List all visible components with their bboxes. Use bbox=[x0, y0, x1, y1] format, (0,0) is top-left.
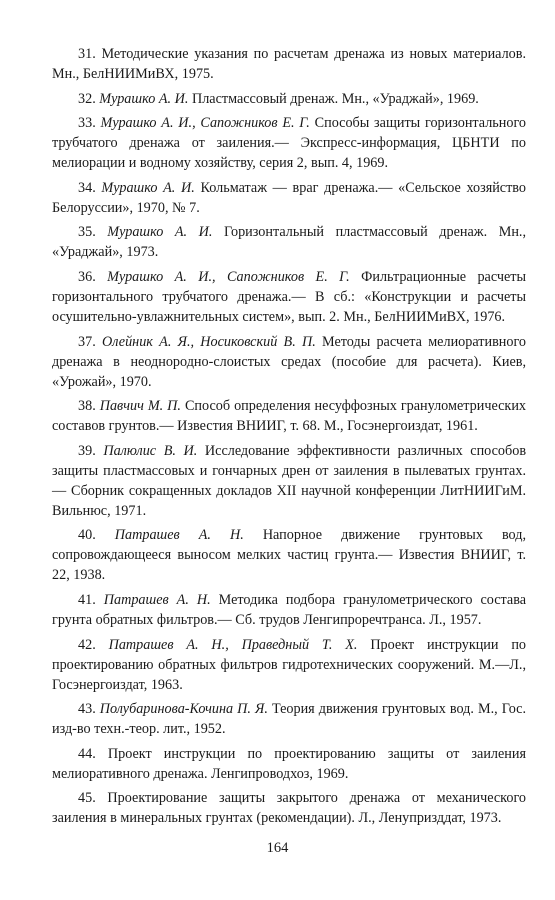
ref-authors: Патрашев А. Н. bbox=[103, 591, 211, 608]
reference-item-41 bbox=[52, 590, 526, 630]
ref-number: 37. bbox=[78, 333, 96, 350]
reference-item-37 bbox=[52, 332, 526, 392]
ref-authors: Мурашко А. И. bbox=[107, 224, 213, 241]
ref-text: Проект инструкции по проектированию обратных фильтров гидротехнических сооружений. М.—Л., Госэнергоиздат, 1963. bbox=[52, 636, 527, 693]
reference-list bbox=[52, 44, 526, 833]
ref-number: 44. bbox=[78, 745, 96, 762]
ref-text: Способ определения несуффозных гранулометрических составов грунтов.— Известия ВНИИГ, т. 68. М., Госэнергоиздат, 1961. bbox=[52, 398, 527, 435]
ref-number: 35. bbox=[78, 224, 96, 241]
ref-text: Методы расчета мелиоративного дренажа в неоднородно-слоистых средах (пособие для расчета). Киев, «Урожай», 1970. bbox=[52, 333, 527, 390]
ref-authors: Олейник А. Я., Носиковский В. П. bbox=[101, 333, 316, 350]
ref-authors: Патрашев А. Н., Праведный Т. Х. bbox=[108, 636, 358, 653]
reference-item-34 bbox=[52, 178, 526, 218]
reference-item-45 bbox=[52, 788, 526, 828]
ref-text: Способы защиты горизонтального трубчатого дренажа от заиления.— Экспресс-информация, ЦБНТИ по мелиорации и водному хозяйству, серия 2, вып. 4, 1969. bbox=[52, 115, 527, 172]
ref-text: Проект инструкции по проектированию защиты от заиления мелиоративного дренажа. Ленгипроводхоз, 1969. bbox=[52, 745, 526, 782]
ref-text: Пластмассовый дренаж. Мн., «Ураджай», 1969. bbox=[191, 90, 479, 107]
reference-item-35 bbox=[52, 222, 526, 262]
ref-number: 41. bbox=[78, 591, 96, 608]
ref-authors: Палюлис В. И. bbox=[103, 442, 198, 459]
reference-item-32 bbox=[52, 89, 526, 109]
ref-authors: Мурашко А. И., Сапожников Е. Г. bbox=[107, 268, 350, 285]
ref-number: 34. bbox=[78, 179, 96, 196]
ref-text: Горизонтальный пластмассовый дренаж. Мн., «Ураджай», 1973. bbox=[52, 224, 527, 261]
reference-item-40 bbox=[52, 525, 526, 585]
ref-number: 33. bbox=[78, 115, 96, 132]
ref-number: 32. bbox=[78, 90, 96, 107]
ref-text: Методические указания по расчетам дренажа из новых материалов. Мн., БелНИИМиВХ, 1975. bbox=[52, 46, 527, 82]
ref-text: Напорное движение грунтовых вод, сопровождающееся выносом мелких частиц грунта.— Известия ВНИИГ, т. 22, 1938. bbox=[52, 527, 526, 584]
page-number: 164 bbox=[266, 840, 289, 856]
ref-authors: Патрашев А. Н. bbox=[114, 527, 244, 544]
reference-item-31 bbox=[52, 44, 526, 84]
ref-text: Исследование эффективности различных способов защиты пластмассовых и гончарных дрен от заиления в пылеватых грунтах.— Сборник сокращенных докладов XII научной конференции ЛитНИИГиМ. Вильнюс, 1971. bbox=[52, 442, 527, 519]
reference-item-43 bbox=[52, 699, 526, 739]
ref-number: 36. bbox=[78, 268, 96, 285]
reference-item-44 bbox=[52, 744, 526, 784]
ref-text: Методика подбора гранулометрического состава грунта обратных фильтров.— Сб. трудов Ленгипроречтранса. Л., 1957. bbox=[52, 591, 526, 628]
ref-authors: Мурашко А. И. bbox=[99, 90, 189, 107]
ref-authors: Павчич М. П. bbox=[99, 398, 181, 415]
ref-text: Кольматаж — враг дренажа.— «Сельское хозяйство Белоруссии», 1970, № 7. bbox=[52, 179, 527, 216]
ref-number: 38. bbox=[78, 398, 96, 415]
ref-number: 43. bbox=[78, 701, 96, 718]
reference-item-39 bbox=[52, 441, 526, 521]
reference-item-36 bbox=[52, 267, 526, 327]
ref-number: 40. bbox=[78, 527, 96, 544]
ref-authors: Мурашко А. И. bbox=[101, 179, 195, 196]
ref-number: 31. bbox=[78, 46, 96, 62]
ref-text: Проектирование защиты закрытого дренажа от механического заиления в минеральных грунтах (рекомендации). Л., Ленупризддат, 1973. bbox=[52, 790, 527, 827]
reference-item-42 bbox=[52, 635, 526, 695]
ref-text: Фильтрационные расчеты горизонтального трубчатого дренажа.— В сб.: «Конструкции и расчеты осушительно-увлажнительных систем», вып. 2. Мн., БелНИИМиВХ, 1976. bbox=[52, 268, 527, 325]
reference-item-38 bbox=[52, 396, 526, 436]
ref-number: 42. bbox=[78, 636, 96, 653]
ref-authors: Полубаринова-Кочина П. Я. bbox=[99, 701, 268, 718]
ref-text: Теория движения грунтовых вод. М., Гос. изд-во техн.-теор. лит., 1952. bbox=[52, 701, 526, 738]
ref-number: 45. bbox=[78, 790, 96, 807]
ref-number: 39. bbox=[78, 442, 96, 459]
reference-item-33 bbox=[52, 113, 526, 173]
ref-authors: Мурашко А. И., Сапожников Е. Г. bbox=[100, 115, 310, 132]
